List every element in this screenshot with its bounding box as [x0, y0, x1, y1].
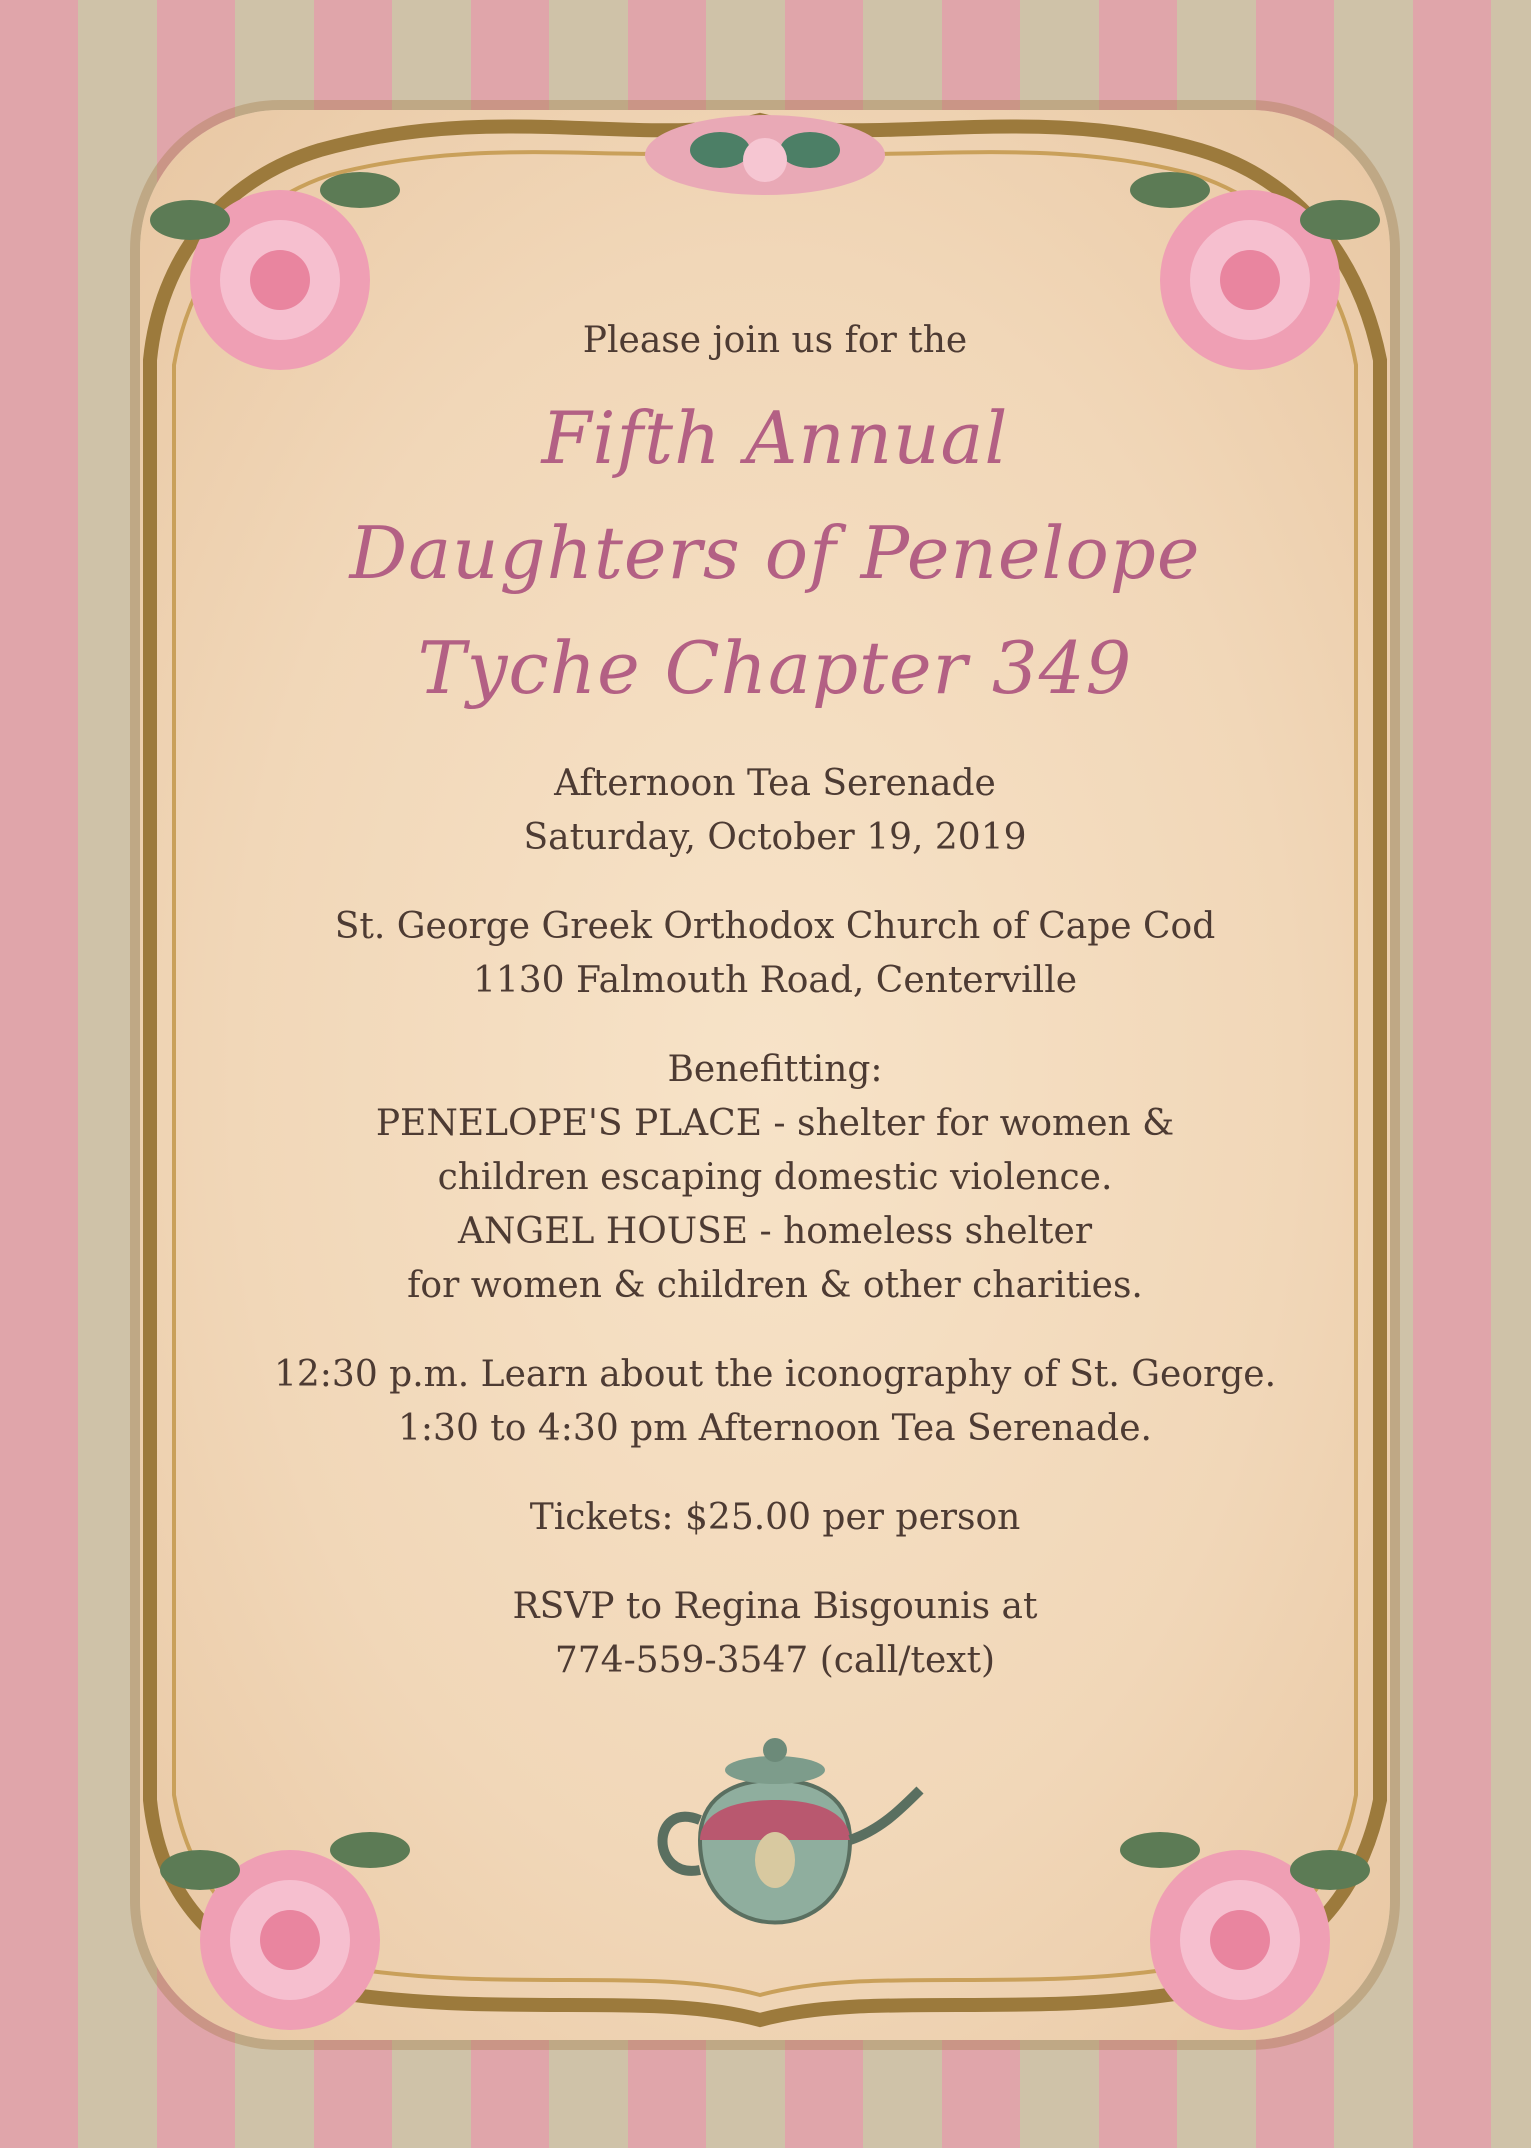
benefit-line: children escaping domestic violence.	[437, 1156, 1113, 1198]
venue-name: St. George Greek Orthodox Church of Cape Cod	[334, 905, 1216, 947]
schedule-line: 1:30 to 4:30 pm Afternoon Tea Serenade.	[398, 1407, 1152, 1449]
title-line: Fifth Annual	[541, 396, 1009, 480]
ticket-price: Tickets: $25.00 per person	[529, 1496, 1021, 1538]
event-details	[200, 757, 1350, 865]
title-line: Tyche Chapter 349	[417, 626, 1133, 711]
teapot-icon	[663, 1738, 921, 1923]
event-date: Saturday, October 19, 2019	[523, 816, 1027, 858]
venue-details	[200, 900, 1350, 1008]
invitation-content	[200, 320, 1350, 1723]
benefit-details	[200, 1043, 1350, 1313]
floral-top-ornament-icon	[645, 115, 885, 195]
event-title	[200, 381, 1350, 727]
rsvp-details	[200, 1580, 1350, 1688]
intro-text: Please join us for the	[582, 320, 968, 361]
rsvp-phone: 774-559-3547 (call/text)	[554, 1639, 996, 1681]
benefit-line: PENELOPE'S PLACE - shelter for women &	[375, 1102, 1175, 1144]
benefit-line: ANGEL HOUSE - homeless shelter	[457, 1210, 1093, 1252]
ticket-details	[200, 1491, 1350, 1545]
rsvp-line: RSVP to Regina Bisgounis at	[512, 1585, 1038, 1627]
venue-address: 1130 Falmouth Road, Centerville	[472, 959, 1078, 1001]
benefit-heading: Benefitting:	[667, 1048, 883, 1090]
event-name: Afternoon Tea Serenade	[554, 762, 996, 804]
schedule-details	[200, 1348, 1350, 1456]
benefit-line: for women & children & other charities.	[407, 1264, 1143, 1306]
title-line: Daughters of Penelope	[349, 511, 1201, 596]
schedule-line: 12:30 p.m. Learn about the iconography of St. George.	[273, 1353, 1277, 1395]
